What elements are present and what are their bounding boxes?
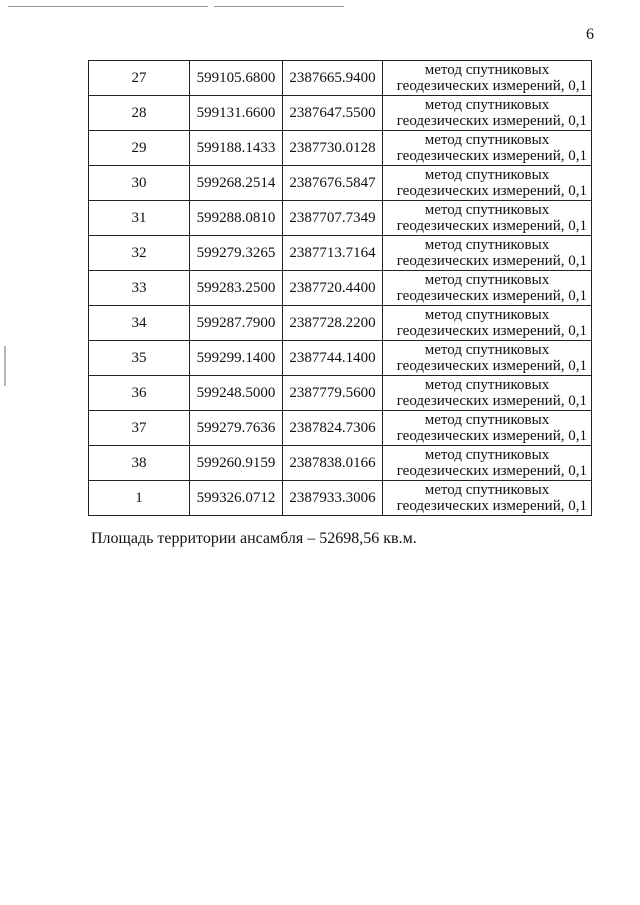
coordinate-x: 599326.0712: [190, 481, 283, 516]
method-line1: метод спутниковых: [424, 202, 550, 218]
point-number: 28: [89, 96, 190, 131]
method-line1: метод спутниковых: [424, 412, 550, 428]
point-number: 38: [89, 446, 190, 481]
coordinate-x: 599283.2500: [190, 271, 283, 306]
method-cell: [383, 131, 592, 166]
coordinate-y: 2387647.5500: [283, 96, 383, 131]
coordinate-x: 599248.5000: [190, 376, 283, 411]
point-number: 29: [89, 131, 190, 166]
method-cell: [383, 61, 592, 96]
method-line1: метод спутниковых: [424, 237, 550, 253]
coordinate-y: 2387720.4400: [283, 271, 383, 306]
table-row: [89, 306, 592, 341]
table-row: [89, 166, 592, 201]
coordinate-y: 2387676.5847: [283, 166, 383, 201]
method-line2: геодезических измерений, 0,1: [396, 218, 587, 234]
coordinate-y: 2387665.9400: [283, 61, 383, 96]
method-line1: метод спутниковых: [424, 307, 550, 323]
coordinate-y: 2387933.3006: [283, 481, 383, 516]
coordinate-y: 2387779.5600: [283, 376, 383, 411]
method-line2: геодезических измерений, 0,1: [396, 113, 587, 129]
coordinate-x: 599288.0810: [190, 201, 283, 236]
method-cell: [383, 166, 592, 201]
method-line1: метод спутниковых: [424, 342, 550, 358]
scan-artifact-mark: [4, 346, 6, 386]
table-row: [89, 201, 592, 236]
method-line1: метод спутниковых: [424, 132, 550, 148]
method-line1: метод спутниковых: [424, 272, 550, 288]
coordinate-x: 599188.1433: [190, 131, 283, 166]
coordinate-x: 599268.2514: [190, 166, 283, 201]
table-row: [89, 61, 592, 96]
coordinate-x: 599105.6800: [190, 61, 283, 96]
point-number: 32: [89, 236, 190, 271]
coordinate-y: 2387713.7164: [283, 236, 383, 271]
method-line2: геодезических измерений, 0,1: [396, 393, 587, 409]
method-line2: геодезических измерений, 0,1: [396, 428, 587, 444]
method-cell: [383, 236, 592, 271]
method-line2: геодезических измерений, 0,1: [396, 358, 587, 374]
point-number: 31: [89, 201, 190, 236]
coordinate-y: 2387824.7306: [283, 411, 383, 446]
point-number: 35: [89, 341, 190, 376]
table-row: [89, 376, 592, 411]
method-cell: [383, 481, 592, 516]
table-row: [89, 481, 592, 516]
table-row: [89, 236, 592, 271]
method-line2: геодезических измерений, 0,1: [396, 498, 587, 514]
table-row: [89, 131, 592, 166]
table-row: [89, 411, 592, 446]
point-number: 27: [89, 61, 190, 96]
method-cell: [383, 96, 592, 131]
method-cell: [383, 201, 592, 236]
method-cell: [383, 271, 592, 306]
method-line2: геодезических измерений, 0,1: [396, 183, 587, 199]
coordinate-x: 599131.6600: [190, 96, 283, 131]
point-number: 36: [89, 376, 190, 411]
coordinate-y: 2387728.2200: [283, 306, 383, 341]
table-row: [89, 96, 592, 131]
method-line1: метод спутниковых: [424, 62, 550, 78]
coordinate-y: 2387730.0128: [283, 131, 383, 166]
method-line2: геодезических измерений, 0,1: [396, 253, 587, 269]
method-line2: геодезических измерений, 0,1: [396, 78, 587, 94]
method-line1: метод спутниковых: [424, 167, 550, 183]
coordinate-y: 2387707.7349: [283, 201, 383, 236]
page-number: 6: [586, 26, 594, 43]
method-cell: [383, 376, 592, 411]
coordinate-x: 599299.1400: [190, 341, 283, 376]
method-line2: геодезических измерений, 0,1: [396, 288, 587, 304]
coordinate-x: 599279.3265: [190, 236, 283, 271]
method-cell: [383, 411, 592, 446]
point-number: 30: [89, 166, 190, 201]
method-cell: [383, 446, 592, 481]
point-number: 37: [89, 411, 190, 446]
coordinate-y: 2387838.0166: [283, 446, 383, 481]
method-line2: геодезических измерений, 0,1: [396, 148, 587, 164]
point-number: 34: [89, 306, 190, 341]
method-cell: [383, 306, 592, 341]
coordinates-table: [88, 60, 592, 516]
table-row: [89, 271, 592, 306]
coordinates-table-body: [89, 61, 592, 516]
coordinate-y: 2387744.1400: [283, 341, 383, 376]
method-line1: метод спутниковых: [424, 447, 550, 463]
method-line2: геодезических измерений, 0,1: [396, 463, 587, 479]
territory-area-note: Площадь территории ансамбля – 52698,56 кв.м.: [91, 530, 417, 547]
method-line1: метод спутниковых: [424, 482, 550, 498]
coordinate-x: 599260.9159: [190, 446, 283, 481]
scan-artifact-line: [8, 6, 208, 7]
table-row: [89, 341, 592, 376]
method-line2: геодезических измерений, 0,1: [396, 323, 587, 339]
point-number: 33: [89, 271, 190, 306]
coordinate-x: 599279.7636: [190, 411, 283, 446]
coordinate-x: 599287.7900: [190, 306, 283, 341]
method-line1: метод спутниковых: [424, 97, 550, 113]
point-number: 1: [89, 481, 190, 516]
method-cell: [383, 341, 592, 376]
method-line1: метод спутниковых: [424, 377, 550, 393]
table-row: [89, 446, 592, 481]
scan-artifact-line: [214, 6, 344, 7]
